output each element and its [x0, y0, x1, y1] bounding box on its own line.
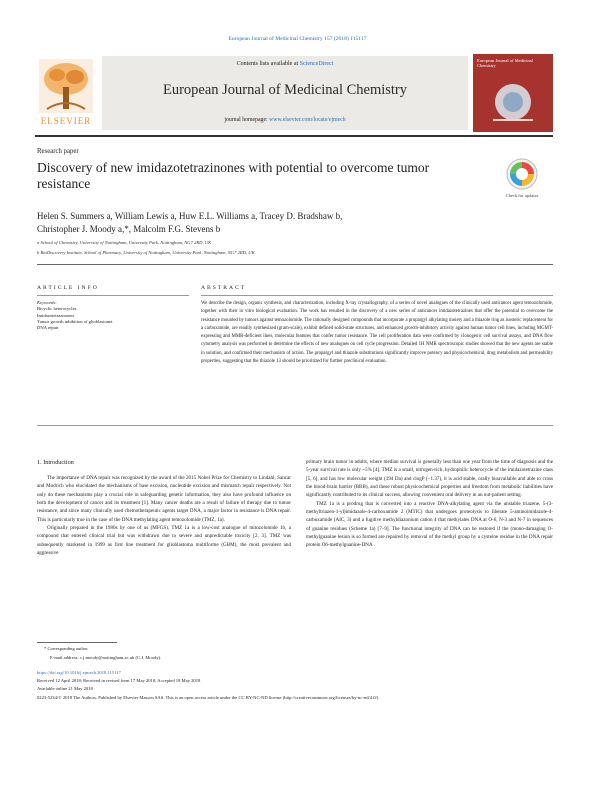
keyword: Tumor growth inhibition of glioblastoma — [37, 318, 113, 324]
elsevier-logo — [35, 57, 97, 129]
crossmark-label[interactable]: Check for updates — [505, 193, 539, 198]
authors-line-2[interactable]: Christopher J. Moody a,*, Malcolm F.G. Stevens b — [37, 224, 221, 234]
crossmark-icon[interactable] — [505, 157, 539, 191]
header-rule — [35, 135, 553, 137]
keyword: DNA repair — [37, 325, 59, 331]
journal-name: European Journal of Medicinal Chemistry — [162, 82, 408, 98]
contents-line — [102, 61, 468, 67]
affiliation-a: a School of Chemistry, University of Nottingham, University Park, Nottingham, NG7 2RD, UK — [37, 240, 212, 245]
article-title: Discovery of new imidazotetrazinones with potential to overcome tumor resistance — [37, 160, 430, 191]
keyword: Bicyclic heterocycles — [37, 306, 77, 312]
keywords-block — [37, 300, 187, 331]
body-column-right — [306, 458, 553, 550]
elsevier-tree-icon — [39, 59, 93, 113]
section-rule — [37, 264, 553, 265]
doi-link[interactable]: https://doi.org/10.1016/j.ejmech.2018.115117 — [37, 670, 121, 675]
paragraph: Originally prepared in the 1980s by one of us (MFGS), TMZ 1a is a low-cost analogue of mitozolomide 1b, a compound that entered clinical trial but was withdrawn due to severe and unpredictable toxicity [2, 3]. TMZ was subsequently marketed in 1999 as first line treatment for glioblastoma multiforme (GBM), the most prevalent and aggressive — [37, 525, 291, 557]
cover-graphic-icon — [483, 76, 543, 126]
paragraph: primary brain tumor in adults, where median survival is generally less than one year from the time of diagnosis and the 5-year survival rate is only ~5% [4]. TMZ is a small, nitrogen-rich, hydrophilic heterocycle of the imidazotetrazine class [5, 6], and has low molecular weight (194 Da) and clogP (−1.37), it is acid stable, orally bioavailable and able to cross the blood-brain barrier (BBB), and these robust physicochemical properties and freedom from metabolic liabilities have significantly contributed to its clinical success, allowing convenient oral delivery in an out-patient setting. — [306, 459, 553, 499]
corresponding-author-note: * Corresponding author. — [44, 646, 89, 651]
keywords-title: Keywords: — [37, 300, 57, 305]
received-dates: Received 12 April 2018; Received in revised form 17 May 2018; Accepted 18 May 2018 — [37, 678, 201, 683]
authors-line-1[interactable]: Helen S. Summers a, William Lewis a, Huw E.L. Williams a, Tracey D. Bradshaw b, — [37, 211, 343, 221]
homepage-prefix: journal homepage: — [224, 117, 270, 123]
sciencedirect-link[interactable]: ScienceDirect — [299, 61, 334, 67]
section-heading-introduction: 1. Introduction — [37, 459, 74, 466]
abstract-heading: ABSTRACT — [201, 285, 247, 291]
abstract-bottom-rule — [37, 425, 553, 426]
affiliation-b: b BioDiscovery Institute, School of Pharmacy, University of Nottingham, University Park, Nottingham, NG7 2RD, UK — [37, 250, 255, 255]
article-type: Research paper — [37, 148, 79, 155]
article-info-heading: ARTICLE INFO — [37, 285, 99, 291]
footnote-rule — [37, 642, 117, 643]
contents-prefix: Contents lists available at — [236, 61, 300, 67]
abstract-text: We describe the design, organic synthesis, and characterization, including X-ray crystallography, of a series of novel analogues of the clinically used anticancer agent temozolomide, together with their in vitro biological evaluation. The work has resulted in the discovery of a new series of anticancer imidazotetrazines that offer the potential to overcome the resistance mounted by tumors against temozolomide. The rationally designed compounds that incorporate a propargyl alkylating moiety and a thiazole ring as isosteric replacement for a carboxamide, are readily synthesized (gram-scale), exhibit defined solid-state structures, and enhanced growth-inhibitory activity against human tumor cell lines, including MGMT-expressing and MMR-deficient lines, molecular features that confer tumor resistance. The cell proliferation data were confirmed by clonogenic cell survival assays, and DNA flow cytometry analysis was performed to determine the effects of new analogues on cell cycle progression. Detailed 1H NMR spectroscopic studies showed that the new agents are stable in solution, and confirmed their mechanism of action. The propargyl and thiazole substitutions significantly improve potency and physicochemical, drug metabolism and permeability properties, suggesting that the thiazole 13 should be prioritized for further preclinical evaluation. — [201, 301, 553, 365]
paragraph: The importance of DNA repair was recognized by the award of the 2015 Nobel Prize for Chemistry to Lindahl, Sancar and Modrich who elucidated the mechanisms of base excision, nucleotide excision and mismatch repair respectively. Not only do these mechanisms play a crucial role in safeguarding genetic information, they also have profound influence on both the development of cancer and its treatment [1]. Many cancer deaths are a result of failure of therapy due to tumor resistance, and since many clinically used chemotherapeutic agents target DNA, a major factor in resistance is DNA repair. This is particularly true in the case of the DNA methylating agent temozolomide (TMZ, 1a). — [37, 475, 291, 523]
paragraph: TMZ 1a is a prodrug that is converted into a reactive DNA-alkylating agent via the unstable triazene, 5-(3-methyltriazen-1-yl)imidazole-4-carboxamide 2 (MTIC) that undergoes proteolysis to liberate 5-aminoimidazole-4-carboxamide (AIC, 3) and a fugitive methyldiazonium cation 4 that methylates DNA at O-6, N-3 and N-7 in sequences of guanine residues (Scheme 1a) [7–9]. The functional integrity of DNA can be restored if the (mono-damaging O-methylguanine lesion is so formed are repaired by removal of the methyl group by a cysteine residue in the DNA repair protein O6-methylguanine-DNA — [306, 500, 553, 549]
cover-title: European Journal of Medicinal Chemistry — [477, 58, 533, 68]
abstract-rule — [201, 295, 553, 296]
author-list — [37, 210, 457, 236]
keyword: Imidazotetrazinones — [37, 312, 75, 318]
email-note[interactable]: E-mail address: c.j.moody@nottingham.ac.uk (C.J. Moody). — [50, 655, 162, 660]
elsevier-wordmark: ELSEVIER — [40, 116, 92, 126]
body-column-left — [37, 474, 291, 557]
info-rule — [37, 295, 189, 296]
journal-homepage — [102, 117, 468, 123]
available-online: Available online 21 May 2018 — [37, 686, 93, 691]
journal-cover-thumbnail — [473, 54, 553, 132]
homepage-link[interactable]: www.elsevier.com/locate/ejmech — [269, 117, 346, 123]
license-note[interactable]: 0223-5234/© 2018 The Authors. Published by Elsevier Masson SAS. This is an open access article under the CC BY-NC-ND license (http://creativecommons.org/licenses/by-nc-nd/4.0/). — [37, 695, 380, 700]
journal-reference[interactable]: European Journal of Medicinal Chemistry 157 (2018) 115117 — [228, 36, 367, 42]
